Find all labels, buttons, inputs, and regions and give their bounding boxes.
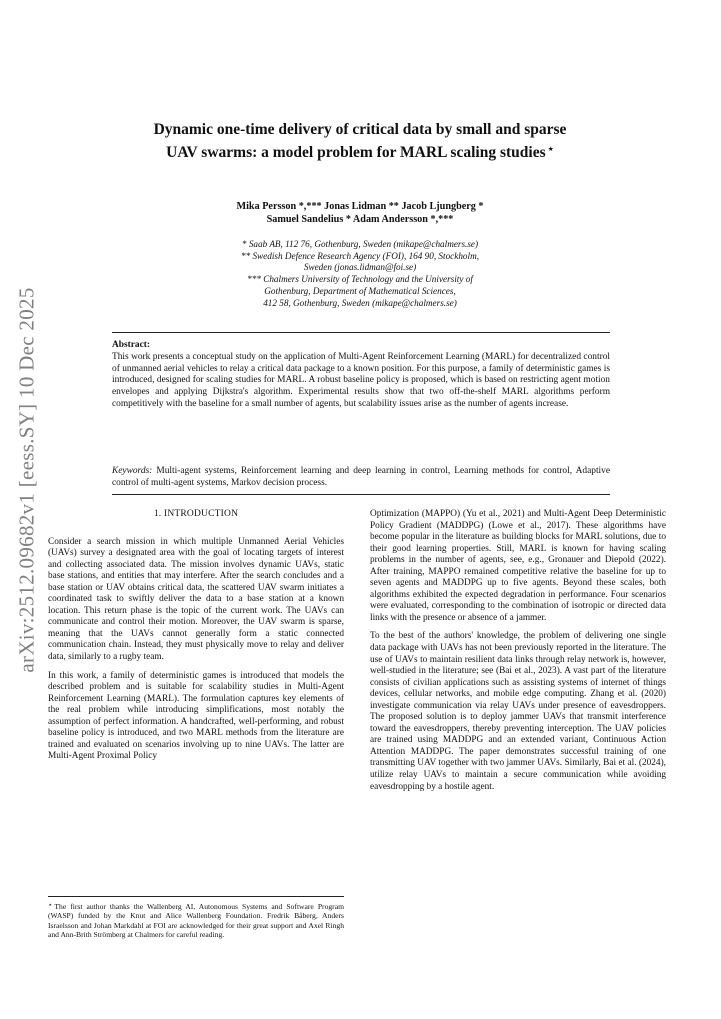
- abstract-top-rule: [112, 332, 610, 333]
- abstract-bottom-rule: [112, 494, 610, 495]
- affiliation-line: * Saab AB, 112 76, Gothenburg, Sweden (mikape@chalmers.se): [241, 239, 479, 249]
- paragraph: Optimization (MAPPO) (Yu et al., 2021) and Multi-Agent Deep Deterministic Policy Gradient (MADDPG) (Lowe et al., 2017). These algorithms have become popular in the literature as building blocks for MARL solutions, due to their good learning properties. Still, MARL is known for having scaling problems in the number of agents, see, e.g., Gronauer and Diepold (2022). After training, MAPPO remained competitive relative the baseline for up to seven agents and MADDPG up to five agents. Beyond these scales, both algorithms exhibited the expected degradation in performance. Four scenarios were evaluated, corresponding to the combination of isotropic or directed data links with the presence or absence of a jammer.: [370, 509, 666, 623]
- arxiv-stamp: [12, 287, 42, 673]
- abstract: [112, 340, 610, 411]
- paper-title: [150, 120, 570, 163]
- keywords: [112, 466, 610, 490]
- affiliation-line: Gothenburg, Department of Mathematical Sciences,: [264, 285, 456, 296]
- abstract-label: Abstract:: [112, 340, 151, 350]
- affiliation-line: ** Swedish Defence Research Agency (FOI), 164 90, Stockholm,: [240, 250, 480, 261]
- paper-title-text: Dynamic one-time delivery of critical data by small and sparse UAV swarms: a model problem for MARL scaling studies: [153, 121, 567, 161]
- affiliation-line: Sweden (jonas.lidman@foi.se): [303, 262, 417, 273]
- affiliations: [150, 239, 570, 309]
- paragraph: In this work, a family of deterministic games is introduced that models the described problem and is suitable for scalability studies in Multi-Agent Reinforcement Learning (MARL). The formulation captures key elements of the real problem while introducing simplifications, most notably the assumption of perfect information. A handcrafted, well-performing, and robust baseline policy is introduced, and two MARL methods from the literature are trained and evaluated on scenarios involving up to nine UAVs. The latter are Multi-Agent Proximal Policy: [48, 670, 344, 762]
- footnote: [48, 896, 344, 939]
- paragraph: To the best of the authors' knowledge, the problem of delivering one single data package with UAVs has not been previously reported in the literature. The use of UAVs to maintain resilient data links through relay network is, however, well-studied in the literature; see (Bai et al., 2023). A vast part of the literature consists of civilian applications such as assisting systems of internet of things devices, cellular networks, and mobile edge computing. Zhang et al. (2020) investigate communication via relay UAVs under presence of eavesdroppers. The proposed solution is to deploy jammer UAVs that transmit interference toward the eavesdroppers, thereby preventing interception. The UAV policies are trained using MADDPG and an extended variant, Continuous Action Attention MADDPG. The paper demonstrates successful training of one transmitting UAV together with two jammer UAVs. Similarly, Bai et al. (2024), utilize relay UAVs to maintain a secure communication while avoiding eavesdropping by a hostile agent.: [370, 631, 666, 792]
- right-column: [370, 509, 666, 800]
- left-column: [48, 509, 344, 770]
- author-list: [120, 200, 600, 226]
- footnote-text: The first author thanks the Wallenberg AI, Autonomous Systems and Software Program (WASP) funded by the Knut and Alice Wallenberg Foundation. Fredrik Båberg, Anders Israelsson and Johan Markdahl at FOI are acknowledged for their great support and Axel Ringh and Ann-Brith Strömberg at Chalmers for careful reading.: [48, 902, 344, 939]
- abstract-text: This work presents a conceptual study on the application of Multi-Agent Reinforcement Learning (MARL) for decentralized control of unmanned aerial vehicles to relay a critical data package to a known position. For this purpose, a family of deterministic games is introduced, designed for scaling studies for MARL. A robust baseline policy is proposed, which is based on restricting agent motion envelopes and applying Dijkstra's algorithm. Experimental results show that two off-the-shelf MARL algorithms perform competitively with the baseline for a small number of agents, but scalability issues arise as the number of agents increase.: [112, 351, 610, 409]
- paragraph: Consider a search mission in which multiple Unmanned Aerial Vehicles (UAVs) survey a designated area with the goal of locating targets of interest and collecting associated data. The mission involves dynamic UAVs, static base stations, and entities that may interfere. After the search concludes and a base station or UAV obtains critical data, the scattered UAV swarm initiates a coordinated task to swiftly deliver the data to a base station at a known location. This return phase is the topic of the current work. The UAVs can communicate and control their motion. Moreover, the UAV swarm is sparse, meaning that the UAVs cannot generally form a static connected communication chain. Instead, they must physically move to relay and deliver data, similarly to a rugby team.: [48, 536, 344, 663]
- keywords-label: Keywords:: [112, 466, 153, 476]
- author-line-1: Mika Persson *,*** Jonas Lidman ** Jacob Ljungberg *: [236, 201, 484, 212]
- arxiv-stamp-text: arXiv:2512.09682v1 [eess.SY] 10 Dec 2025: [14, 287, 39, 673]
- affiliation-line: *** Chalmers University of Technology and the University of: [247, 274, 473, 285]
- title-footnote-mark: ⋆: [547, 144, 554, 155]
- footnote-mark: ⋆: [48, 901, 53, 909]
- section-heading: 1. INTRODUCTION: [153, 509, 239, 519]
- author-line-2: Samuel Sandelius * Adam Andersson *,***: [266, 214, 454, 225]
- affiliation-line: 412 58, Gothenburg, Sweden (mikape@chalmers.se): [263, 297, 457, 308]
- keywords-text: Multi-agent systems, Reinforcement learning and deep learning in control, Learning methods for control, Adaptive control of multi-agent systems, Markov decision process.: [112, 466, 611, 488]
